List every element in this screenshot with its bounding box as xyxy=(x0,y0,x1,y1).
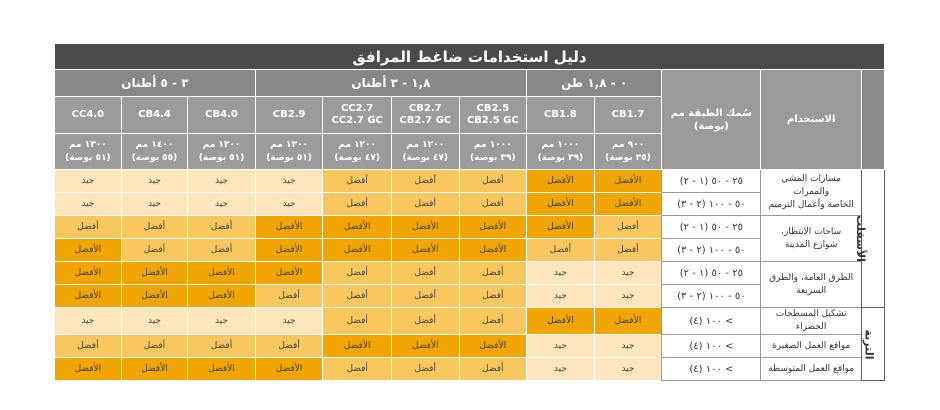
rating-cell: الأفضل xyxy=(188,262,256,285)
rating-cell: جيد xyxy=(188,308,256,335)
weight-group-1: ١,٨ - ٣ أطنان xyxy=(255,70,526,97)
rating-cell: أفضل xyxy=(255,335,323,358)
model-name: CB2.7 CB2.7 GC xyxy=(391,97,459,134)
category-label xyxy=(854,170,884,308)
rating-cell: الأفضل xyxy=(527,216,595,239)
rating-cell: جيد xyxy=(594,262,662,285)
rating-cell: أفضل xyxy=(391,193,459,216)
category-text: التربة xyxy=(862,328,876,360)
rating-cell: الأفضل xyxy=(594,308,662,335)
usage-header: الاستخدام xyxy=(761,70,861,170)
rating-cell: جيد xyxy=(594,285,662,308)
rating-cell: أفضل xyxy=(459,358,527,381)
rating-cell: جيد xyxy=(121,193,188,216)
rating-cell: الأفضل xyxy=(121,285,188,308)
thickness-range: ٥٠ - ١٠٠ (٢ - ٣) xyxy=(662,239,761,262)
rating-cell: جيد xyxy=(527,285,595,308)
rating-cell: أفضل xyxy=(255,285,323,308)
rating-cell: أفضل xyxy=(55,216,122,239)
rating-cell: الأفضل xyxy=(594,170,662,193)
rating-cell: الأفضل xyxy=(255,262,323,285)
rating-cell: جيد xyxy=(188,193,256,216)
rating-cell: جيد xyxy=(594,335,662,358)
model-name: CB1.7 xyxy=(594,97,662,134)
rating-cell: أفضل xyxy=(391,358,459,381)
model-thickness: ١٢٠٠ مم (٤٧ بوصة) xyxy=(323,134,392,170)
rating-cell: الأفضل xyxy=(323,216,392,239)
usage-label: تشكيل المسطحات الخضراء xyxy=(761,308,861,335)
rating-cell: جيد xyxy=(527,262,595,285)
table-row xyxy=(55,308,885,335)
page-title: دليل استخدامات ضاغط المرافق xyxy=(55,44,885,70)
rating-cell: الأفضل xyxy=(459,239,527,262)
rating-cell: الأفضل xyxy=(391,216,459,239)
rating-cell: الأفضل xyxy=(527,308,595,335)
rating-cell: الأفضل xyxy=(188,358,256,381)
usage-label: مواقع العمل الصغيرة xyxy=(761,335,861,358)
rating-cell: أفضل xyxy=(391,285,459,308)
rating-cell: أفضل xyxy=(391,170,459,193)
rating-cell: الأفضل xyxy=(391,335,459,358)
rating-cell: الأفضل xyxy=(55,285,122,308)
rating-cell: أفضل xyxy=(527,239,595,262)
rating-cell: جيد xyxy=(55,308,122,335)
rating-cell: أفضل xyxy=(323,262,392,285)
model-thickness: ١٣٠٠ مم (٥١ بوصة) xyxy=(188,134,256,170)
category-text: الأسفلت xyxy=(854,215,868,262)
rating-cell: أفضل xyxy=(323,170,392,193)
rating-cell: أفضل xyxy=(459,170,527,193)
rating-cell: الأفضل xyxy=(121,358,188,381)
rating-cell: الأفضل xyxy=(459,216,527,239)
rating-cell: أفضل xyxy=(594,239,662,262)
rating-cell: أفضل xyxy=(459,285,527,308)
model-thickness: ٩٠٠ مم (٣٥ بوصة) xyxy=(594,134,662,170)
model-thickness: ١٠٠٠ مم (٣٩ بوصة) xyxy=(459,134,527,170)
model-thickness: ١٣٠٠ مم (٥١ بوصة) xyxy=(55,134,122,170)
model-name: CC2.7 CC2.7 GC xyxy=(323,97,392,134)
rating-cell: أفضل xyxy=(121,216,188,239)
rating-cell: جيد xyxy=(55,170,122,193)
thickness-range: > ١٠٠ (٤) xyxy=(662,335,761,358)
weight-group-0: ٠ - ١,٨ طن xyxy=(527,70,662,97)
model-name: CB2.5 CB2.5 GC xyxy=(459,97,527,134)
thickness-range: > ١٠٠ (٤) xyxy=(662,308,761,335)
rating-cell: الأفضل xyxy=(188,285,256,308)
thickness-range: ٢٥ - ٥٠ (١ - ٢) xyxy=(662,170,761,193)
table-row xyxy=(55,193,885,216)
rating-cell: الأفضل xyxy=(55,358,122,381)
rating-cell: أفضل xyxy=(121,335,188,358)
table-row xyxy=(55,358,885,381)
rating-cell: أفضل xyxy=(391,262,459,285)
rating-cell: الأفضل xyxy=(323,335,392,358)
model-thickness: ١٤٠٠ مم (٥٥ بوصة) xyxy=(121,134,188,170)
rating-cell: أفضل xyxy=(55,335,122,358)
rating-cell: أفضل xyxy=(188,216,256,239)
rating-cell: أفضل xyxy=(459,262,527,285)
rating-cell: جيد xyxy=(255,193,323,216)
rating-cell: الأفضل xyxy=(55,239,122,262)
rating-cell: أفضل xyxy=(188,335,256,358)
rating-cell: جيد xyxy=(255,170,323,193)
rating-cell: أفضل xyxy=(459,193,527,216)
rating-cell: الأفضل xyxy=(323,239,392,262)
rating-cell: أفضل xyxy=(323,358,392,381)
thickness-range: ٢٥ - ٥٠ (١ - ٢) xyxy=(662,216,761,239)
model-thickness: ١٣٠٠ مم (٥١ بوصة) xyxy=(255,134,323,170)
table-row xyxy=(55,262,885,285)
model-name: CB4.0 xyxy=(188,97,256,134)
rating-cell: الأفضل xyxy=(55,262,122,285)
rating-cell: أفضل xyxy=(323,193,392,216)
model-thickness: ١٢٠٠ مم (٤٧ بوصة) xyxy=(391,134,459,170)
rating-cell: الأفضل xyxy=(255,239,323,262)
rating-cell: الأفضل xyxy=(255,358,323,381)
rating-cell: جيد xyxy=(255,308,323,335)
rating-cell: أفضل xyxy=(323,308,392,335)
rating-cell: أفضل xyxy=(594,216,662,239)
weight-group-2: ٣ - ٥ أطنان xyxy=(55,70,256,97)
table-row xyxy=(55,285,885,308)
category-header xyxy=(861,70,884,170)
usage-label: الطرق العامة، والطرق السريعة xyxy=(761,262,861,308)
table-row xyxy=(55,170,885,193)
usage-label: ساحات الانتظار، شوارع المدينة xyxy=(761,216,861,262)
rating-cell: الأفضل xyxy=(255,216,323,239)
category-label xyxy=(861,308,884,381)
rating-cell: الأفضل xyxy=(527,193,595,216)
thickness-range: ٥٠ - ١٠٠ (٢ - ٣) xyxy=(662,193,761,216)
rating-cell: جيد xyxy=(188,170,256,193)
rating-cell: أفضل xyxy=(459,308,527,335)
utility-compactor-guide-table xyxy=(54,43,885,381)
thickness-range: > ١٠٠ (٤) xyxy=(662,358,761,381)
thickness-range: ٥٠ - ١٠٠ (٢ - ٣) xyxy=(662,285,761,308)
rating-cell: الأفضل xyxy=(121,262,188,285)
thickness-range: ٢٥ - ٥٠ (١ - ٢) xyxy=(662,262,761,285)
rating-cell: الأفضل xyxy=(459,335,527,358)
model-name: CB4.4 xyxy=(121,97,188,134)
rating-cell: جيد xyxy=(527,358,595,381)
rating-cell: جيد xyxy=(594,358,662,381)
table-row xyxy=(55,335,885,358)
rating-cell: الأفضل xyxy=(594,193,662,216)
usage-label: مواقع العمل المتوسطة xyxy=(761,358,861,381)
rating-cell: جيد xyxy=(121,170,188,193)
model-thickness: ١٠٠٠ مم (٣٩ بوصة) xyxy=(527,134,595,170)
rating-cell: جيد xyxy=(55,193,122,216)
rating-cell: أفضل xyxy=(323,285,392,308)
rating-cell: الأفضل xyxy=(527,170,595,193)
model-name: CB1.8 xyxy=(527,97,595,134)
thickness-header: سُمك الطبقة مم (بوصة) xyxy=(662,70,761,170)
rating-cell: جيد xyxy=(527,335,595,358)
rating-cell: أفضل xyxy=(391,308,459,335)
rating-cell: جيد xyxy=(121,308,188,335)
rating-cell: أفضل xyxy=(188,239,256,262)
model-name: CC4.0 xyxy=(55,97,122,134)
table-row xyxy=(55,216,885,239)
table-row xyxy=(55,239,885,262)
model-name: CB2.9 xyxy=(255,97,323,134)
rating-cell: أفضل xyxy=(121,239,188,262)
usage-label: مسارات المشي والممرات الخاصة وأعمال الترميم xyxy=(761,170,861,216)
rating-cell: الأفضل xyxy=(391,239,459,262)
